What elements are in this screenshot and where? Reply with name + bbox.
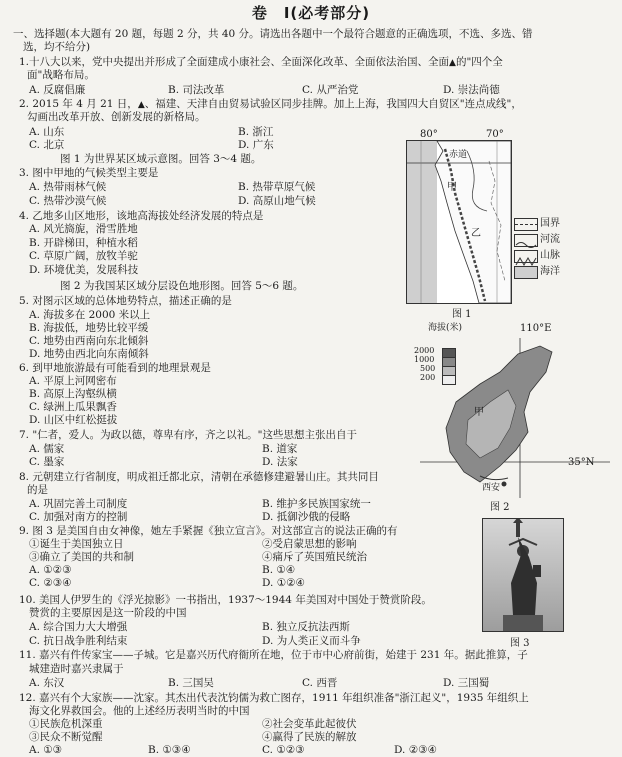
q10-stem: 10. 美国人伊罗生的《浮光掠影》一书指出，1937～1944 年美国对中国处于赞赏阶段。 [19, 594, 432, 606]
figure-2-map [414, 322, 610, 513]
q4-stem: 4. 乙地多山区地形，该地高海拔处经济发展的特点是 [19, 210, 264, 222]
q7-option-d: D. 法家 [262, 456, 298, 468]
section-intro-line1: 一、选择题(本大题有 20 题，每题 2 分，共 40 分。请选出各题中一个最符合题意的正确选项，不选、多选、错 [13, 28, 533, 40]
q4-option-c: C. 草原广阔，放牧羊驼 [29, 250, 138, 262]
q10-option-a: A. 综合国力大大增强 [29, 621, 128, 633]
fig2-lon-label: 110°E [520, 323, 552, 334]
q9-stem: 9. 图 3 是美国自由女神像，她左手紧握《独立宣言》。对这部宣言的说法正确的有 [19, 525, 398, 537]
q2-option-c: C. 北京 [29, 139, 65, 151]
fig1-lon-left: 80° [420, 129, 438, 140]
legend-mountain-label: 山脉 [540, 250, 560, 261]
q12-item-1: ①民族危机深重 [29, 718, 103, 730]
q1-option-c: C. 从严治党 [302, 84, 359, 96]
statue-of-liberty-icon [483, 519, 563, 631]
q4-option-d: D. 环境优美，发展科技 [29, 264, 139, 276]
q11-stem-cont: 城建造时嘉兴隶属于 [29, 663, 124, 675]
q1-option-a: A. 反腐倡廉 [29, 84, 86, 96]
q10-option-d: D. 为人类正义而斗争 [262, 635, 361, 647]
fig2-legend-200: 200 [420, 373, 436, 382]
q2-stem-cont: 勾画出改革开放、创新发展的新格局。 [27, 111, 206, 123]
q8-option-d: D. 抵御沙俄的侵略 [262, 511, 351, 523]
statue-of-liberty-photo [482, 518, 564, 632]
q1-stem-cont: 面"战略布局。 [27, 69, 95, 81]
q10-option-c: C. 抗日战争胜利结束 [29, 635, 128, 647]
q12-item-2: ②社会变革此起彼伏 [262, 718, 357, 730]
q3-stem: 3. 图中甲地的气候类型主要是 [19, 167, 159, 179]
q10-option-b: B. 独立反抗法西斯 [262, 621, 350, 633]
q2-option-b: B. 浙江 [238, 126, 274, 138]
legend-river-icon [514, 234, 538, 247]
figure-3-photo [482, 518, 564, 648]
q7-stem: 7. "仁者，爱人。为政以德，尊卑有序，齐之以礼。"这些思想主张出自于 [19, 429, 358, 441]
legend-border-label: 国界 [540, 218, 560, 229]
section-intro-line2: 选，均不给分) [23, 41, 91, 53]
q9-item-1: ①诞生于美国独立日 [29, 538, 124, 550]
land-area [435, 141, 511, 303]
q8-option-b: B. 维护多民族国家统一 [262, 498, 371, 510]
figure-1-map [400, 128, 600, 318]
q6-option-d: D. 山区中红松挺拔 [29, 414, 118, 426]
fig2-jia-label: 甲 [474, 407, 484, 418]
fig2-legend-1000: 1000 [414, 355, 435, 364]
q4-option-a: A. 风光旖旎，滑雪胜地 [29, 223, 138, 235]
q12-option-c: C. ①②③ [262, 744, 305, 756]
legend-ocean-icon [514, 266, 538, 279]
q6-option-a: A. 平原上河网密布 [29, 375, 117, 387]
q9-item-4: ④痛斥了英国殖民统治 [262, 551, 367, 563]
q9-item-2: ②受启蒙思想的影响 [262, 538, 357, 550]
legend-river-label: 河流 [540, 234, 560, 245]
fig1-equator-label: 赤道 [449, 150, 468, 160]
q12-stem-cont: 海文化界救国会。他的上述经历表明当时的中国 [29, 705, 250, 717]
q9-option-c: C. ②③④ [29, 577, 72, 589]
q11-option-c: C. 西晋 [302, 677, 338, 689]
q6-stem: 6. 到甲地旅游最有可能看到的地理景观是 [19, 362, 211, 374]
q1-stem: 1.十八大以来，党中央提出并形成了全面建成小康社会、全面深化改革、全面依法治国、全面▲的"四个全 [19, 56, 503, 68]
fig2-intro: 图 2 为我国某区域分层设色地形图。回答 5～6 题。 [60, 280, 304, 292]
fig1-caption: 图 1 [452, 309, 472, 320]
fig2-map-drawing [420, 332, 610, 502]
fig2-caption: 图 2 [490, 502, 510, 513]
q9-option-b: B. ①④ [262, 564, 296, 576]
q8-stem-cont: 的是 [27, 484, 48, 496]
q9-option-d: D. ①②④ [262, 577, 305, 589]
q6-option-c: C. 绿洲上瓜果飘香 [29, 401, 117, 413]
fig1-map-drawing [407, 141, 511, 303]
q5-option-a: A. 海拔多在 2000 米以上 [29, 309, 151, 321]
q9-option-a: A. ①②③ [29, 564, 72, 576]
q7-option-a: A. 儒家 [29, 443, 65, 455]
q11-option-b: B. 三国吴 [168, 677, 214, 689]
q12-item-4: ④赢得了民族的解放 [262, 731, 357, 743]
q12-option-d: D. ②③④ [394, 744, 437, 756]
q12-item-3: ③民众不断觉醒 [29, 731, 103, 743]
q8-option-c: C. 加强对南方的控制 [29, 511, 128, 523]
q11-option-d: D. 三国蜀 [443, 677, 490, 689]
fig1-jia-label: 甲 [447, 182, 457, 193]
q4-option-b: B. 开辟梯田，种植水稻 [29, 237, 138, 249]
q5-stem: 5. 对图示区域的总体地势特点，描述正确的是 [19, 295, 232, 307]
ocean-area [407, 141, 437, 303]
q5-option-c: C. 地势由西南向东北倾斜 [29, 335, 149, 347]
fig1-intro: 图 1 为世界某区域示意图。回答 3～4 题。 [60, 153, 262, 165]
legend-ocean-label: 海洋 [540, 266, 560, 277]
blank-marker: ▲ [137, 100, 145, 110]
q12-stem: 12. 嘉兴有个大家族——沈家。其杰出代表沈钧儒为救亡图存，1911 年组织准备"浙江起义"，1935 年组织上 [19, 692, 529, 704]
fig2-lat-label: 35°N [568, 457, 595, 468]
xian-city-marker [502, 482, 507, 487]
q7-option-b: B. 道家 [262, 443, 298, 455]
q1-option-b: B. 司法改革 [168, 84, 225, 96]
q5-option-d: D. 地势由西北向东南倾斜 [29, 348, 149, 360]
q2-option-a: A. 山东 [29, 126, 65, 138]
q9-item-3: ③确立了美国的共和制 [29, 551, 134, 563]
q1-option-d: D. 崇法尚德 [443, 84, 500, 96]
fig2-legend-500: 500 [420, 364, 436, 373]
q6-option-b: B. 高原上沟壑纵横 [29, 388, 117, 400]
fig3-caption: 图 3 [510, 638, 530, 649]
q2-stem: 2. 2015 年 4 月 21 日，▲、福建、天津自由贸易试验区同步挂牌。加上上海，我国四大自贸区"连点成线"， [19, 98, 522, 110]
q3-option-a: A. 热带雨林气候 [29, 181, 107, 193]
q10-stem-cont: 赞赏的主要原因是这一阶段的中国 [29, 607, 187, 619]
fig2-legend-title: 海拔(米) [428, 323, 463, 333]
q2-option-d: D. 广东 [238, 139, 274, 151]
q3-option-d: D. 高原山地气候 [238, 195, 316, 207]
q5-option-b: B. 海拔低，地势比较平缓 [29, 322, 149, 334]
q12-option-b: B. ①③④ [148, 744, 191, 756]
q3-option-b: B. 热带草原气候 [238, 181, 316, 193]
fig1-map-frame [406, 140, 512, 304]
q8-option-a: A. 巩固完善土司制度 [29, 498, 128, 510]
q11-stem: 11. 嘉兴有件传家宝——子城。它是嘉兴历代府衙所在地，位于市中心府前街，始建于 231 年。据此推算，子 [19, 649, 528, 661]
q3-option-c: C. 热带沙漠气候 [29, 195, 107, 207]
fig1-lon-right: 70° [486, 129, 504, 140]
q12-option-a: A. ①③ [29, 744, 63, 756]
page-title: 卷 Ⅰ(必考部分) [251, 4, 371, 22]
legend-border-icon [514, 218, 538, 231]
fig2-legend-2000: 2000 [414, 346, 435, 355]
blank-marker: ▲ [449, 58, 456, 68]
fig1-yi-label: 乙 [471, 228, 481, 239]
fig2-city-label: 西安 [482, 483, 501, 493]
q8-stem: 8. 元朝建立行省制度，明成祖迁都北京，清朝在承德修建避暑山庄。其共同目 [19, 471, 379, 483]
q11-option-a: A. 东汉 [29, 677, 65, 689]
q7-option-c: C. 墨家 [29, 456, 65, 468]
legend-mountain-icon [514, 250, 538, 263]
